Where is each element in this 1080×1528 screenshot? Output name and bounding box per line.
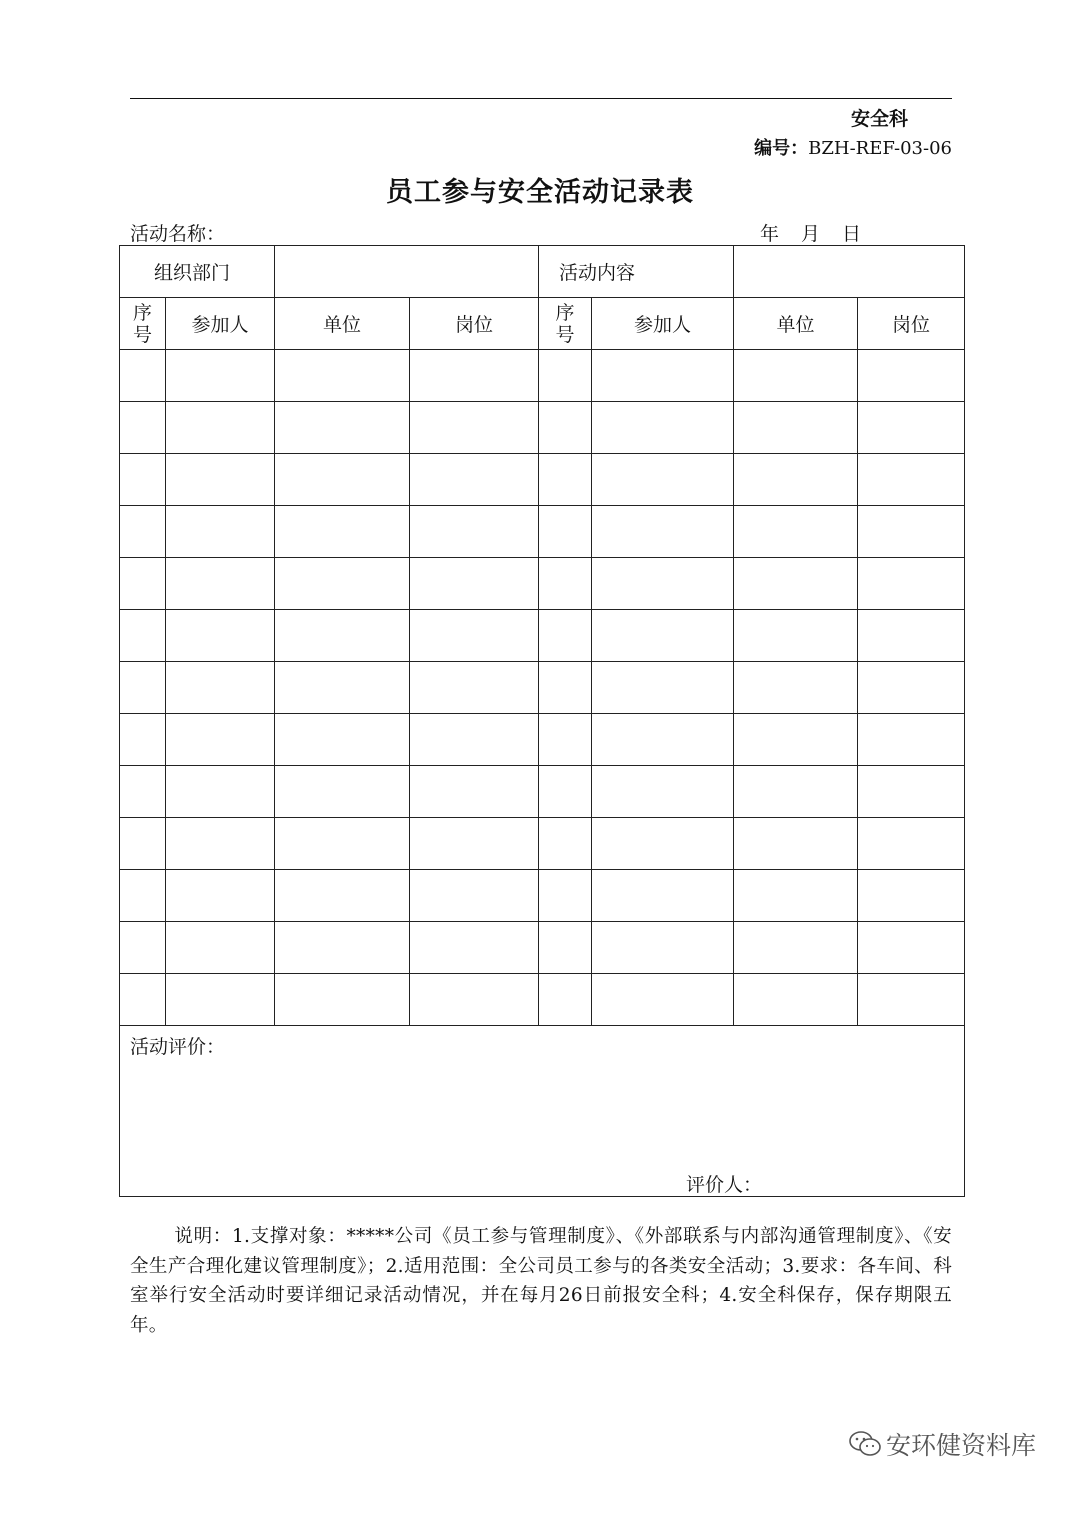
- table-cell[interactable]: [120, 454, 166, 506]
- table-cell[interactable]: [858, 454, 965, 506]
- table-cell[interactable]: [166, 402, 275, 454]
- table-cell[interactable]: [120, 818, 166, 870]
- table-cell[interactable]: [120, 922, 166, 974]
- table-cell[interactable]: [592, 350, 734, 402]
- table-cell[interactable]: [539, 610, 592, 662]
- table-cell[interactable]: [410, 350, 539, 402]
- table-cell[interactable]: [275, 922, 410, 974]
- table-cell[interactable]: [120, 870, 166, 922]
- table-cell[interactable]: [410, 974, 539, 1026]
- table-cell[interactable]: [275, 610, 410, 662]
- evaluation-label: 活动评价：: [130, 1036, 226, 1058]
- table-cell[interactable]: [592, 454, 734, 506]
- table-cell[interactable]: [410, 870, 539, 922]
- page-title: 员工参与安全活动记录表: [386, 177, 694, 208]
- col-unit-left: 单位: [275, 298, 410, 350]
- table-cell[interactable]: [592, 766, 734, 818]
- table-cell[interactable]: [120, 714, 166, 766]
- table-cell[interactable]: [275, 766, 410, 818]
- code-value: BZH-REF-03-06: [808, 138, 952, 159]
- table-cell[interactable]: [166, 714, 275, 766]
- date-field: [760, 219, 861, 246]
- table-row: [120, 506, 965, 558]
- date-day: 日: [842, 223, 862, 245]
- activity-name-label: 活动名称：: [130, 223, 226, 245]
- table-cell[interactable]: [410, 454, 539, 506]
- activity-content-label: 活动内容: [539, 246, 734, 298]
- table-cell[interactable]: [734, 766, 858, 818]
- table-cell[interactable]: [120, 974, 166, 1026]
- table-cell[interactable]: [410, 766, 539, 818]
- col-unit-right: 单位: [734, 298, 858, 350]
- table-cell[interactable]: [275, 714, 410, 766]
- table-cell[interactable]: [410, 922, 539, 974]
- table-cell[interactable]: [592, 974, 734, 1026]
- date-month: 月: [801, 223, 821, 245]
- watermark: [848, 1426, 1036, 1462]
- table-cell[interactable]: [539, 402, 592, 454]
- table-cell[interactable]: [539, 506, 592, 558]
- watermark-text: 安环健资料库: [886, 1431, 1037, 1460]
- table-cell[interactable]: [120, 766, 166, 818]
- table-cell[interactable]: [592, 870, 734, 922]
- table-cell[interactable]: [592, 662, 734, 714]
- col-participant-left: 参加人: [166, 298, 275, 350]
- table-cell[interactable]: [275, 506, 410, 558]
- evaluation-row: [120, 1026, 965, 1197]
- table-cell[interactable]: [410, 506, 539, 558]
- table-cell[interactable]: [592, 714, 734, 766]
- table-cell[interactable]: [592, 818, 734, 870]
- department-label: 安全科: [850, 108, 908, 130]
- table-cell[interactable]: [858, 714, 965, 766]
- table-cell[interactable]: [858, 350, 965, 402]
- table-cell[interactable]: [410, 818, 539, 870]
- table-cell[interactable]: [410, 662, 539, 714]
- table-cell[interactable]: [275, 402, 410, 454]
- table-cell[interactable]: [120, 506, 166, 558]
- table-row: [120, 974, 965, 1026]
- table-cell[interactable]: [410, 610, 539, 662]
- table-cell[interactable]: [539, 454, 592, 506]
- table-cell[interactable]: [120, 350, 166, 402]
- table-cell[interactable]: [539, 922, 592, 974]
- table-cell[interactable]: [734, 870, 858, 922]
- table-cell[interactable]: [539, 714, 592, 766]
- table-cell[interactable]: [166, 558, 275, 610]
- date-year: 年: [760, 223, 780, 245]
- header-rule: [130, 98, 952, 99]
- evaluation-field[interactable]: [120, 1026, 965, 1197]
- table-cell[interactable]: [734, 714, 858, 766]
- table-row: [120, 714, 965, 766]
- table-cell[interactable]: [275, 870, 410, 922]
- table-cell[interactable]: [166, 818, 275, 870]
- org-dept-label: 组织部门: [120, 246, 275, 298]
- notes-paragraph: 说明：1.支撑对象：*****公司《员工参与管理制度》、《外部联系与内部沟通管理制度》、《安全生产合理化建议管理制度》；2.适用范围：全公司员工参与的各类安全活动；3.要求：各车间、科室举行安全活动时要详细记录活动情况，并在每月26日前报安全科；4.安全科保存，保存期限五年。: [130, 1226, 952, 1336]
- table-cell[interactable]: [592, 922, 734, 974]
- table-cell[interactable]: [275, 974, 410, 1026]
- table-row: [120, 558, 965, 610]
- table-cell[interactable]: [275, 558, 410, 610]
- activity-content-field[interactable]: [734, 246, 965, 298]
- table-cell[interactable]: [734, 922, 858, 974]
- table-cell[interactable]: [858, 818, 965, 870]
- wechat-icon: [848, 1430, 882, 1458]
- table-cell[interactable]: [858, 506, 965, 558]
- code-label: 编号：: [754, 138, 809, 159]
- table-cell[interactable]: [539, 350, 592, 402]
- table-row: [120, 766, 965, 818]
- table-cell[interactable]: [166, 922, 275, 974]
- org-dept-field[interactable]: [275, 246, 539, 298]
- table-cell[interactable]: [734, 818, 858, 870]
- table-cell[interactable]: [858, 558, 965, 610]
- table-cell[interactable]: [275, 350, 410, 402]
- table-cell[interactable]: [858, 922, 965, 974]
- table-row: [120, 818, 965, 870]
- table-row: [120, 922, 965, 974]
- table-cell[interactable]: [120, 402, 166, 454]
- table-cell[interactable]: [539, 818, 592, 870]
- table-cell[interactable]: [734, 662, 858, 714]
- table-cell[interactable]: [734, 350, 858, 402]
- table-cell[interactable]: [592, 558, 734, 610]
- table-cell[interactable]: [120, 662, 166, 714]
- table-cell[interactable]: [410, 714, 539, 766]
- table-cell[interactable]: [592, 506, 734, 558]
- col-participant-right: 参加人: [592, 298, 734, 350]
- table-cell[interactable]: [734, 506, 858, 558]
- table-cell[interactable]: [166, 870, 275, 922]
- table-cell[interactable]: [410, 402, 539, 454]
- table-cell[interactable]: [410, 558, 539, 610]
- table-cell[interactable]: [275, 818, 410, 870]
- document-code: [754, 134, 952, 160]
- col-seq-left: 序 号: [120, 298, 166, 350]
- table-cell[interactable]: [858, 974, 965, 1026]
- table-cell[interactable]: [120, 558, 166, 610]
- col-seq-right: 序 号: [539, 298, 592, 350]
- table-cell[interactable]: [858, 610, 965, 662]
- table-cell[interactable]: [734, 454, 858, 506]
- table-cell[interactable]: [734, 610, 858, 662]
- table-cell[interactable]: [539, 870, 592, 922]
- table-row: [120, 402, 965, 454]
- table-cell[interactable]: [592, 402, 734, 454]
- table-cell[interactable]: [858, 766, 965, 818]
- table-cell[interactable]: [734, 402, 858, 454]
- table-cell[interactable]: [592, 610, 734, 662]
- record-table: [119, 245, 965, 1197]
- table-cell[interactable]: [166, 506, 275, 558]
- table-row: [120, 662, 965, 714]
- table-cell[interactable]: [539, 662, 592, 714]
- table-cell[interactable]: [166, 350, 275, 402]
- table-cell[interactable]: [734, 558, 858, 610]
- table-cell[interactable]: [166, 766, 275, 818]
- header-info-row: [120, 246, 965, 298]
- table-row: [120, 350, 965, 402]
- table-cell[interactable]: [275, 662, 410, 714]
- table-cell[interactable]: [120, 610, 166, 662]
- table-cell[interactable]: [275, 454, 410, 506]
- table-cell[interactable]: [734, 974, 858, 1026]
- table-cell[interactable]: [166, 974, 275, 1026]
- table-cell[interactable]: [166, 662, 275, 714]
- table-row: [120, 454, 965, 506]
- col-position-left: 岗位: [410, 298, 539, 350]
- table-cell[interactable]: [858, 870, 965, 922]
- table-row: [120, 610, 965, 662]
- col-position-right: 岗位: [858, 298, 965, 350]
- column-header-row: [120, 298, 965, 350]
- evaluator-label: 评价人：: [686, 1174, 763, 1196]
- table-cell[interactable]: [858, 402, 965, 454]
- table-cell[interactable]: [858, 662, 965, 714]
- table-cell[interactable]: [539, 558, 592, 610]
- table-cell[interactable]: [539, 766, 592, 818]
- table-cell[interactable]: [166, 610, 275, 662]
- table-cell[interactable]: [166, 454, 275, 506]
- table-row: [120, 870, 965, 922]
- table-cell[interactable]: [539, 974, 592, 1026]
